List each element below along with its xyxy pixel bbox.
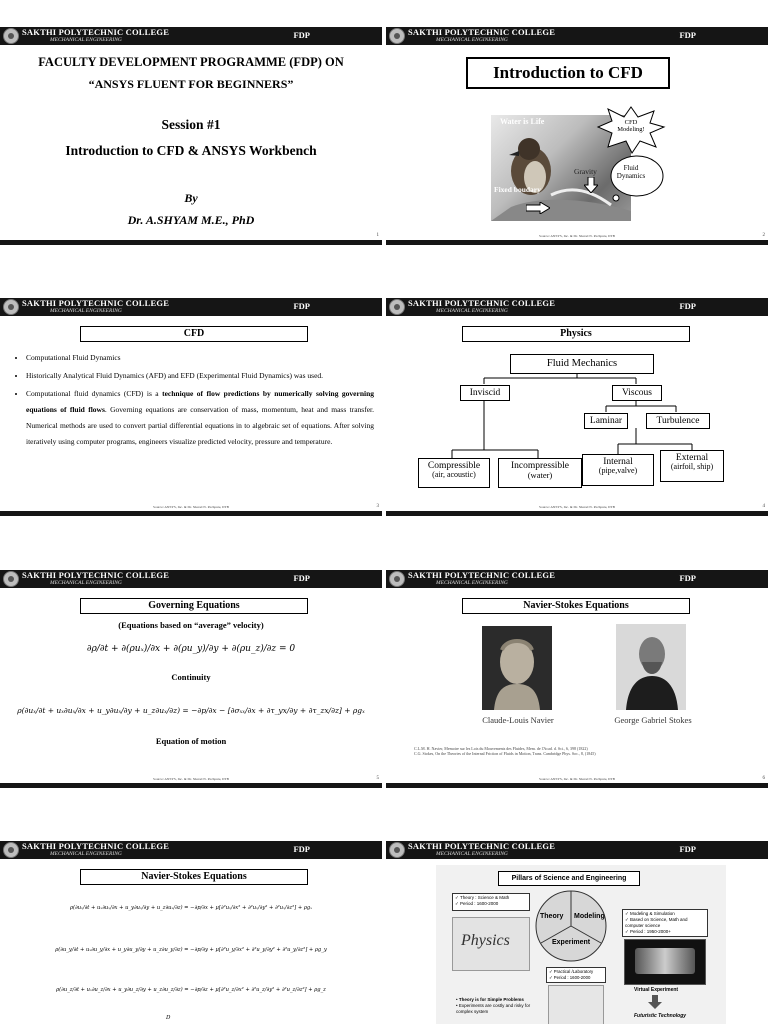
slide-header	[0, 27, 382, 45]
incompressible-label: Incompressible	[510, 461, 570, 471]
slide-title: Governing Equations	[80, 598, 308, 614]
external-label: External	[675, 453, 709, 463]
reference-2: C.G. Stokes, On the Theories of the Internal Friction of Fluids in Motion, Trans. Cambridge Phys. Soc., 8, (1845)	[414, 751, 596, 756]
dept-name: MECHANICAL ENGINEERING	[50, 308, 122, 314]
college-logo-icon	[3, 299, 19, 315]
node-external	[660, 450, 724, 482]
dept-name: MECHANICAL ENGINEERING	[50, 37, 122, 43]
node-compressible	[418, 458, 490, 488]
pillars-bullets	[456, 997, 544, 1015]
node-incompressible	[498, 458, 582, 488]
college-name: SAKTHI POLYTECHNIC COLLEGE	[22, 27, 170, 37]
pillar-bullet-1-text: Theory is for Simple Problems	[458, 997, 524, 1002]
gravity-label: Gravity	[574, 167, 597, 176]
modeling-note-2: ✓ Based on Science, Math and computer science	[625, 917, 688, 928]
dept-name: MECHANICAL ENGINEERING	[436, 580, 508, 586]
college-logo-icon	[389, 842, 405, 858]
down-arrow-icon	[648, 995, 662, 1009]
futuristic-label: Futuristic Technology	[634, 1013, 687, 1019]
slide-header	[386, 570, 768, 588]
college-logo-icon	[389, 28, 405, 44]
fdp-label: FDP	[679, 573, 696, 583]
fdp-label: FDP	[679, 844, 696, 854]
dept-name: MECHANICAL ENGINEERING	[436, 308, 508, 314]
college-logo-icon	[3, 571, 19, 587]
slide-6	[386, 570, 768, 788]
fdp-label: FDP	[293, 30, 310, 40]
college-name: SAKTHI POLYTECHNIC COLLEGE	[22, 298, 170, 308]
pillar-bullet-1: • Theory is for Simple Problems	[456, 997, 524, 1002]
slide-header	[386, 841, 768, 859]
node-internal	[582, 454, 654, 486]
water-is-life-label: Water is Life	[500, 117, 545, 126]
internal-label: Internal	[603, 457, 633, 467]
practical-note-box	[546, 967, 606, 983]
compressible-sub: (air, acoustic)	[432, 470, 476, 480]
continuity-label: Continuity	[171, 672, 211, 682]
bullet-technique	[26, 386, 374, 450]
slide-header	[0, 298, 382, 316]
fluid-dynamics-label: Fluid Dynamics	[616, 164, 646, 180]
college-name: SAKTHI POLYTECHNIC COLLEGE	[408, 27, 556, 37]
pillar-bullet-2: • Experiments are costly and risky for complex system	[456, 1003, 531, 1014]
fdp-title-line2: “ANSYS FLUENT FOR BEGINNERS”	[88, 77, 294, 91]
slide-header	[0, 570, 382, 588]
modeling-note-box	[622, 909, 708, 937]
dept-name: MECHANICAL ENGINEERING	[436, 37, 508, 43]
bullet-cfd-definition: • Computational Fluid Dynamics	[26, 350, 374, 366]
continuity-equation: ∂ρ/∂t + ∂(ρuₓ)/∂x + ∂(ρu_y)/∂y + ∂(ρu_z)/∂z = 0	[86, 644, 296, 654]
modeling-note-1: ✓ Modeling & Simulation	[625, 911, 675, 916]
external-sub: (airfoil, ship)	[670, 462, 714, 472]
college-name: SAKTHI POLYTECHNIC COLLEGE	[22, 841, 170, 851]
cfd-bullets	[14, 350, 374, 452]
compressible-label: Compressible	[427, 461, 481, 471]
node-turbulence: Turbulence	[646, 413, 710, 429]
lab-image	[548, 985, 604, 1024]
slide-footer	[386, 240, 768, 245]
page-number: 3	[376, 504, 379, 509]
slide-title: Navier-Stokes Equations	[80, 869, 308, 885]
source-note: Source: ANSYS, Inc. & Dr. Sharad N. Pachpute, IITB	[539, 777, 615, 781]
slide-title: Physics	[462, 326, 690, 342]
bullet-history: • Historically Analytical Fluid Dynamics (AFD) and EFD (Experimental Fluid Dynamics) was used.	[26, 368, 374, 384]
dept-name: MECHANICAL ENGINEERING	[50, 580, 122, 586]
pillar-bullet-2-text: Experiments are costly and risky for complex system	[456, 1003, 531, 1014]
college-logo-icon	[3, 28, 19, 44]
bullet-technique-c: . Governing equations are conservation of mass, momentum, heat and mass transfer. Numerical methods are used to convert partial differential equations in to algebraic set of equations. After solving iteratively using computer programs, engineers visualize predicted velocity, pressure and temperature.	[26, 405, 374, 446]
slide-7	[0, 841, 382, 1024]
college-name: SAKTHI POLYTECHNIC COLLEGE	[408, 570, 556, 580]
virtual-image	[624, 939, 706, 985]
slide-footer	[0, 240, 382, 245]
ns-z-equation: ρ(∂u_z/∂t + uₓ∂u_z/∂x + u_y∂u_z/∂y + u_z∂u_z/∂z) = −∂p/∂z + μ[∂²u_z/∂x² + ∂²u_z/∂y² + ∂²u_z/∂z²] + ρg_z	[56, 987, 326, 993]
slide-footer	[0, 511, 382, 516]
slide-title: CFD	[80, 326, 308, 342]
reference-1: C.L.M. H. Navier, Memoire sur les Lois du Mouvements des Fluides, Mem. de l'Acad. d. Sci., 6, 398 (1822)	[414, 746, 588, 751]
college-logo-icon	[389, 571, 405, 587]
node-inviscid: Inviscid	[460, 385, 510, 401]
college-name: SAKTHI POLYTECHNIC COLLEGE	[22, 570, 170, 580]
slide-header	[386, 27, 768, 45]
slide-footer	[386, 783, 768, 788]
pillars-pie-icon	[534, 889, 608, 963]
node-viscous: Viscous	[612, 385, 662, 401]
navier-portrait-icon	[482, 626, 552, 710]
dept-name: MECHANICAL ENGINEERING	[50, 851, 122, 857]
college-name: SAKTHI POLYTECHNIC COLLEGE	[408, 841, 556, 851]
slide-1	[0, 27, 382, 245]
author-name: Dr. A.SHYAM M.E., PhD	[127, 213, 255, 227]
page-number: 2	[762, 233, 765, 238]
fdp-label: FDP	[293, 301, 310, 311]
pie-theory: Theory	[540, 913, 564, 920]
slide-title: Pillars of Science and Engineering	[498, 871, 640, 886]
slide-5	[0, 570, 382, 788]
theory-note-box	[452, 893, 530, 911]
stokes-portrait-icon	[616, 624, 686, 710]
slide-footer	[0, 783, 382, 788]
navier-caption: Claude-Louis Navier	[482, 715, 554, 725]
ns-y-equation: ρ(∂u_y/∂t + uₓ∂u_y/∂x + u_y∂u_y/∂y + u_z∂u_y/∂z) = −∂p/∂y + μ[∂²u_y/∂x² + ∂²u_y/∂y² + ∂²u_y/∂z²] + ρg_y	[55, 947, 327, 953]
source-note: Source: ANSYS, Inc. & Dr. Sharad N. Pachpute, IITB	[153, 505, 229, 509]
page-number: 5	[376, 776, 379, 781]
virtual-label: Virtual Experiment	[634, 987, 679, 993]
page-number: 4	[762, 504, 765, 509]
physics-image	[452, 917, 530, 971]
references	[414, 746, 754, 756]
practical-note-2: ✓ Period : 1600-2000	[549, 975, 591, 980]
slide-3	[0, 298, 382, 516]
incompressible-sub: (water)	[527, 470, 553, 481]
flow-arrow-icon	[526, 202, 550, 214]
ns-x-equation: ρ(∂uₓ/∂t + uₓ∂uₓ/∂x + u_y∂uₓ/∂y + u_z∂uₓ/∂z) = −∂p/∂x + μ[∂²uₓ/∂x² + ∂²uₓ/∂y² + ∂²uₓ/∂z²] + ρgₓ	[69, 905, 313, 911]
page-number: 1	[376, 233, 379, 238]
slide-footer	[386, 511, 768, 516]
slide-title: Introduction to CFD	[466, 57, 670, 89]
stokes-caption: George Gabriel Stokes	[614, 715, 692, 725]
source-note: Source: ANSYS, Inc. & Dr. Sharad N. Pachpute, IITB	[539, 505, 615, 509]
internal-sub: (pipe,valve)	[598, 466, 638, 476]
source-note: Source: ANSYS, Inc. & Dr. Sharad N. Pachpute, IITB	[153, 777, 229, 781]
fdp-label: FDP	[679, 30, 696, 40]
pie-experiment: Experiment	[552, 939, 591, 946]
virtual-screen	[635, 948, 695, 974]
modeling-note-3: ✓ Period : 1950-2000+	[625, 929, 671, 934]
fdp-label: FDP	[679, 301, 696, 311]
gravity-arrow-icon	[584, 177, 598, 193]
node-laminar: Laminar	[584, 413, 628, 429]
equations-subtitle: (Equations based on “average” velocity)	[118, 620, 264, 630]
fixed-boundary-label: Fixed boudary	[494, 185, 541, 194]
by-label: By	[184, 191, 198, 205]
page-number: 6	[762, 776, 765, 781]
college-name: SAKTHI POLYTECHNIC COLLEGE	[408, 298, 556, 308]
physics-label: Physics	[461, 932, 510, 949]
ns-d-equation: D	[166, 1015, 171, 1021]
bullet-technique-a: Computational fluid dynamics (CFD) is a	[26, 389, 163, 398]
practical-note-1: ✓ Practical /Laboratory	[549, 969, 594, 974]
theory-note-2: ✓ Period : 1600-2000	[455, 901, 499, 906]
motion-equation: ρ(∂uₓ/∂t + uₓ∂uₓ/∂x + u_y∂uₓ/∂y + u_z∂uₓ/∂z) = −∂p/∂x − [∂σₓₓ/∂x + ∂τ_yx/∂y + ∂τ_zx/∂z] + ρgₓ	[17, 706, 365, 715]
session-topic: Introduction to CFD & ANSYS Workbench	[65, 143, 317, 158]
dept-name: MECHANICAL ENGINEERING	[436, 851, 508, 857]
slide-2	[386, 27, 768, 245]
slide-title: Navier-Stokes Equations	[462, 598, 690, 614]
pie-modeling: Modeling	[574, 913, 605, 920]
slide-4	[386, 298, 768, 516]
college-logo-icon	[3, 842, 19, 858]
theory-note-1: ✓ Theory : Science & Math	[455, 895, 510, 900]
motion-label: Equation of motion	[155, 736, 227, 746]
fdp-title-line1: FACULTY DEVELOPMENT PROGRAMME (FDP) ON	[38, 55, 344, 69]
fdp-label: FDP	[293, 573, 310, 583]
source-note: Source: ANSYS, Inc. & Dr. Sharad N. Pachpute, IITB	[539, 234, 615, 238]
node-fluid-mechanics: Fluid Mechanics	[510, 354, 654, 374]
bullet-technique-bold: technique of flow predictions by numerically solving governing equations of fluid flows	[26, 389, 375, 414]
cfd-modeling-label: CFD Modeling!	[617, 119, 645, 134]
session-number: Session #1	[161, 117, 221, 132]
slide-header	[0, 841, 382, 859]
fdp-label: FDP	[293, 844, 310, 854]
slide-8	[386, 841, 768, 1024]
